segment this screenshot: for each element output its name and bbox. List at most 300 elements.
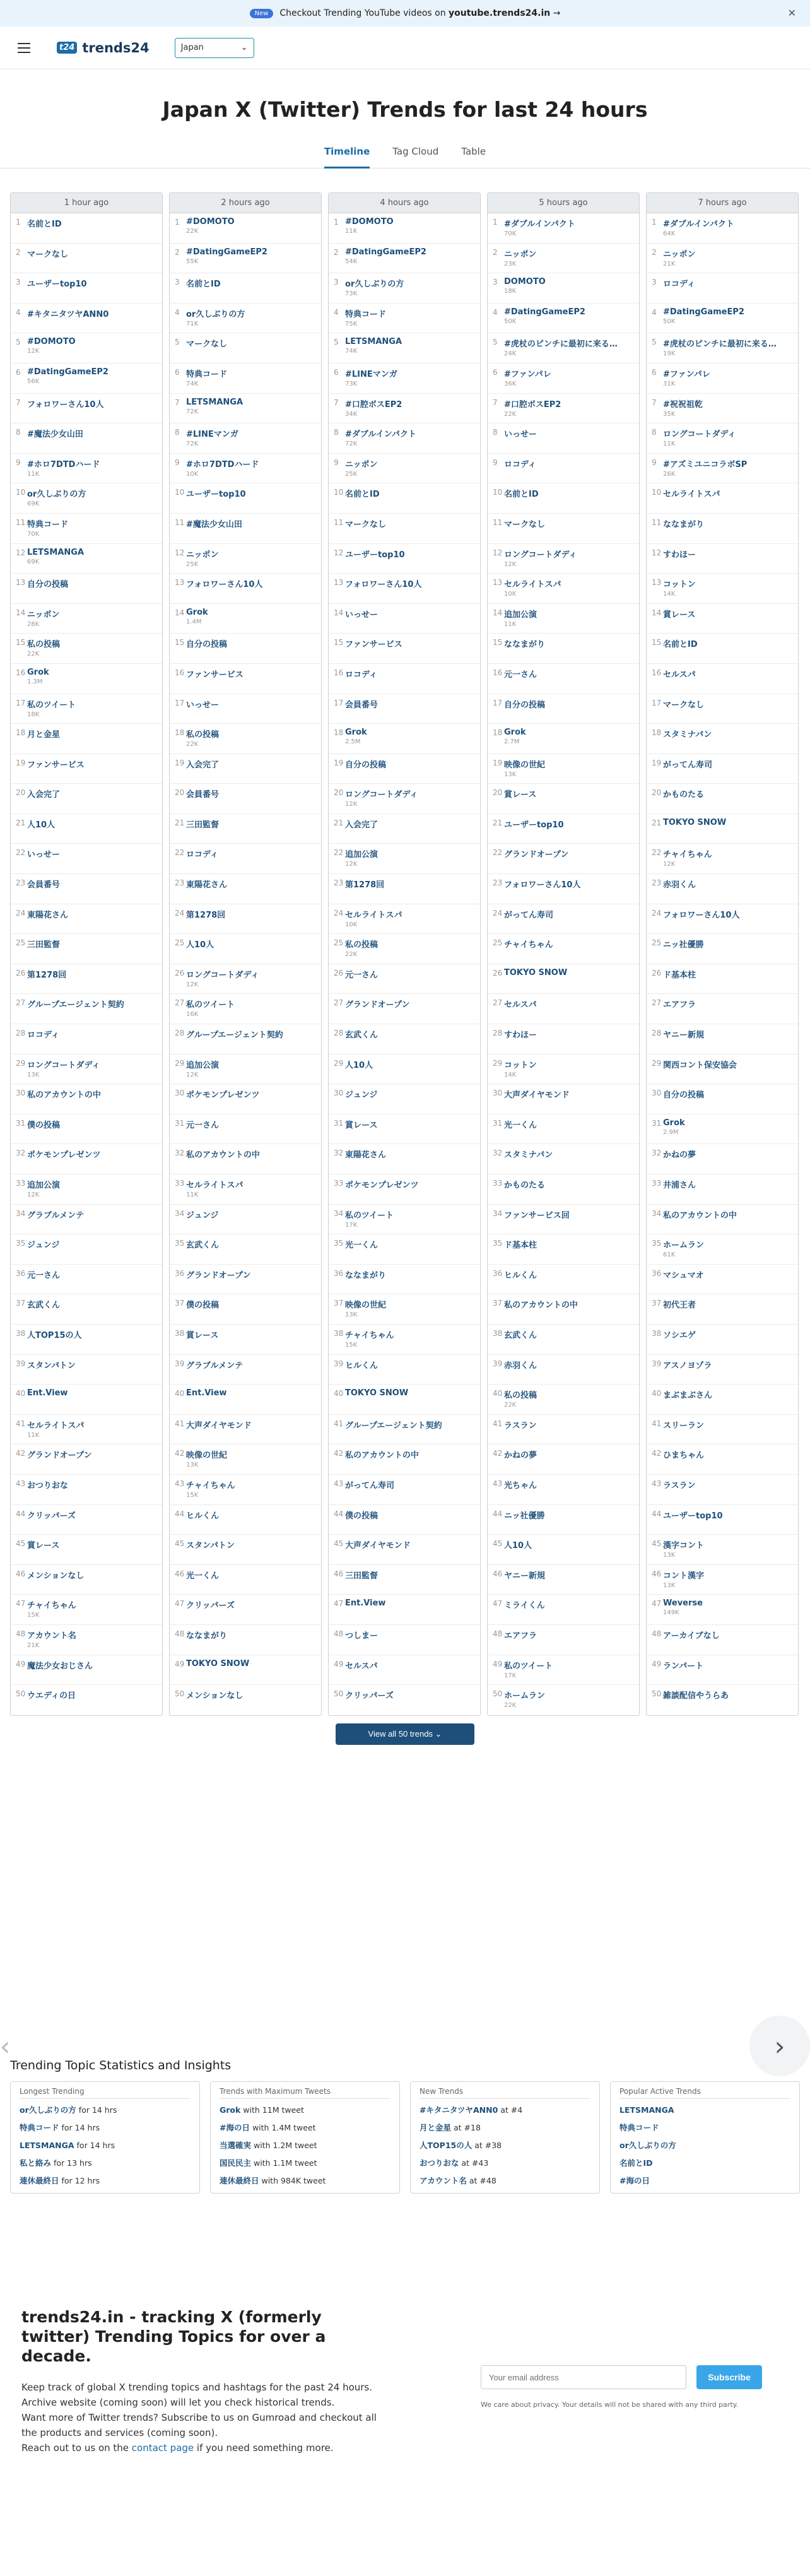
trend-item[interactable] [488,1325,639,1355]
close-icon[interactable]: ✕ [787,7,796,19]
trend-link[interactable]: セルスパ [345,1661,378,1671]
trend-item[interactable] [170,874,321,904]
trend-link[interactable]: #口腔ボスEP2 [504,399,561,410]
trend-item[interactable] [647,273,798,304]
trend-item[interactable] [329,1505,480,1535]
trend-link[interactable]: 追加公演 [345,850,379,860]
trend-item[interactable] [11,454,162,484]
trend-link[interactable]: チャイちゃん [663,850,712,860]
trend-link[interactable]: クリッパーズ [27,1511,76,1521]
trend-item[interactable] [488,1415,639,1445]
trend-link[interactable]: #虎杖のピンチに最初に来る… [504,340,618,350]
trend-link[interactable]: Ent.View [345,1598,386,1609]
trend-item[interactable] [11,1325,162,1355]
trend-link[interactable]: #DatingGameEP2 [663,307,744,317]
trend-link[interactable]: ロコディ [663,280,695,290]
trend-item[interactable] [488,604,639,634]
trend-item[interactable] [488,423,639,454]
trend-link[interactable]: すわほー [663,550,696,560]
stat-trend-link[interactable]: or久しぶりの方 [619,2141,676,2150]
tab-table[interactable]: Table [461,146,486,157]
trend-item[interactable] [170,1234,321,1265]
trend-item[interactable] [329,1535,480,1565]
trend-link[interactable]: 光一くん [345,1241,379,1251]
trend-link[interactable]: いっせー [345,610,379,620]
trend-item[interactable] [329,544,480,574]
trend-item[interactable] [329,1625,480,1655]
trend-item[interactable] [170,1565,321,1595]
trend-item[interactable] [170,1505,321,1535]
trend-item[interactable] [170,1655,321,1686]
trend-link[interactable]: セルスパ [663,670,696,680]
trend-link[interactable]: エアフラ [663,1000,696,1010]
tab-tag-cloud[interactable]: Tag Cloud [392,146,439,157]
stat-trend-link[interactable]: 特典コード [619,2123,659,2132]
trend-item[interactable] [170,574,321,604]
stat-trend-link[interactable]: 名前とID [619,2158,653,2168]
trend-link[interactable]: おつりおな [27,1480,68,1491]
trend-link[interactable]: 自分の投稿 [27,580,69,590]
trend-item[interactable] [647,904,798,935]
trend-link[interactable]: ミライくん [504,1601,545,1611]
trend-item[interactable] [170,1144,321,1174]
trend-item[interactable] [11,304,162,334]
trend-item[interactable] [11,1595,162,1625]
trend-item[interactable] [329,874,480,904]
trend-link[interactable]: 元一さん [504,670,537,680]
trend-item[interactable] [647,1355,798,1385]
trend-link[interactable]: クリッパーズ [186,1601,235,1611]
trend-item[interactable] [488,964,639,995]
trend-link[interactable]: #虎杖のピンチに最初に来る… [663,340,777,350]
trend-item[interactable] [11,1475,162,1505]
trend-link[interactable]: #アズミユニコラボSP [663,459,748,470]
trend-link[interactable]: ロングコートダディ [345,790,418,800]
trend-link[interactable]: 私のツイート [345,1210,394,1220]
trend-link[interactable]: セルライトスパ [345,910,402,920]
trend-item[interactable] [647,304,798,334]
trend-link[interactable]: グラブルメンテ [186,1361,244,1371]
trend-link[interactable]: 私のツイート [186,1000,235,1010]
trend-link[interactable]: アーカイブなし [663,1631,720,1641]
trend-item[interactable] [170,814,321,844]
trend-link[interactable]: 映像の世紀 [504,760,546,770]
trend-link[interactable]: 名前とID [345,490,380,500]
trend-item[interactable] [488,1655,639,1686]
trend-link[interactable]: 玄武くん [186,1241,220,1251]
trend-item[interactable] [647,754,798,784]
trend-item[interactable] [647,1265,798,1295]
trend-item[interactable] [170,1055,321,1085]
trend-item[interactable] [488,1535,639,1565]
trend-link[interactable]: 自分の投稿 [345,760,387,770]
trend-link[interactable]: ヒルくん [504,1270,537,1280]
trend-item[interactable] [11,814,162,844]
stat-trend-link[interactable]: or久しぶりの方 [20,2105,76,2115]
trend-item[interactable] [329,664,480,694]
trend-item[interactable] [647,1595,798,1625]
trend-item[interactable] [488,544,639,574]
trend-link[interactable]: グループエージェント契約 [186,1031,283,1041]
stat-trend-link[interactable]: #キタニタツヤANN0 [420,2105,498,2115]
trend-link[interactable]: ななまがり [504,640,546,650]
trend-item[interactable] [170,514,321,544]
trend-item[interactable] [11,363,162,394]
trend-item[interactable] [329,1655,480,1686]
country-select[interactable] [175,38,254,58]
trend-item[interactable] [11,844,162,874]
trend-item[interactable] [329,574,480,604]
menu-icon[interactable] [18,43,30,53]
trend-link[interactable]: ユーザーtop10 [27,280,87,290]
trend-item[interactable] [329,394,480,424]
trend-item[interactable] [329,363,480,394]
trend-link[interactable]: #ダブルインパクト [345,430,416,440]
trend-link[interactable]: アスノヨゾラ [663,1361,712,1371]
trend-link[interactable]: ホームラン [504,1691,546,1701]
trend-item[interactable] [647,1024,798,1055]
trend-link[interactable]: ロングコートダディ [663,430,736,440]
stat-trend-link[interactable]: 特典コード [20,2123,59,2132]
trend-link[interactable]: #DatingGameEP2 [345,247,426,257]
trend-item[interactable] [170,394,321,424]
trend-item[interactable] [488,664,639,694]
trend-link[interactable]: グランドオープン [186,1270,251,1280]
trend-item[interactable] [647,724,798,754]
trend-link[interactable]: ウエディの日 [27,1691,76,1701]
trend-link[interactable]: 光ちゃん [504,1480,537,1491]
trend-link[interactable]: いっせー [186,700,220,710]
trend-link[interactable]: マークなし [663,700,705,710]
trend-link[interactable]: 人10人 [186,940,214,950]
trend-link[interactable]: スタンパトン [27,1361,76,1371]
trend-item[interactable] [170,333,321,363]
stat-trend-link[interactable]: 国民民主 [220,2158,252,2168]
chevron-right-icon[interactable]: › [749,2016,810,2076]
trend-item[interactable] [329,934,480,964]
trend-link[interactable]: マークなし [186,340,228,350]
trend-link[interactable]: TOKYO SNOW [186,1658,250,1669]
trend-item[interactable] [329,423,480,454]
trend-item[interactable] [647,814,798,844]
trend-link[interactable]: ド基本柱 [504,1241,537,1251]
trend-link[interactable]: ロコディ [504,459,536,470]
trend-item[interactable] [647,1325,798,1355]
trend-link[interactable]: 光一くん [504,1120,537,1130]
trend-item[interactable] [329,1595,480,1625]
trend-item[interactable] [329,1144,480,1174]
trend-item[interactable] [647,1205,798,1235]
trend-link[interactable]: #ダブルインパクト [663,220,734,229]
trend-item[interactable] [11,544,162,574]
trend-item[interactable] [11,634,162,664]
trend-item[interactable] [329,213,480,244]
trend-item[interactable] [11,1205,162,1235]
trend-item[interactable] [488,394,639,424]
trend-item[interactable] [170,1385,321,1415]
trend-item[interactable] [647,604,798,634]
trend-link[interactable]: つしまー [345,1631,379,1641]
trend-link[interactable]: 第1278回 [27,970,67,980]
logo-text[interactable]: trends24 [82,40,150,56]
trend-item[interactable] [170,904,321,935]
trend-item[interactable] [170,363,321,394]
trend-item[interactable] [647,423,798,454]
trend-link[interactable]: 人TOP15の人 [27,1330,82,1340]
trend-link[interactable]: 東陽花さん [27,910,69,920]
trend-link[interactable]: マークなし [345,519,387,529]
trend-item[interactable] [11,604,162,634]
trend-link[interactable]: ロコディ [186,850,218,860]
trend-item[interactable] [488,1174,639,1205]
trend-item[interactable] [11,1144,162,1174]
trend-link[interactable]: 追加公演 [186,1060,220,1070]
trend-link[interactable]: チャイちゃん [186,1480,235,1491]
trend-link[interactable]: チャイちゃん [345,1330,394,1340]
trend-item[interactable] [488,1445,639,1475]
trend-item[interactable] [11,423,162,454]
trend-link[interactable]: ニッ社優勝 [663,940,704,950]
trend-item[interactable] [170,1294,321,1325]
trend-item[interactable] [11,1294,162,1325]
trend-item[interactable] [11,333,162,363]
trend-item[interactable] [329,724,480,754]
trend-link[interactable]: #ダブルインパクト [504,220,575,229]
trend-link[interactable]: 自分の投稿 [663,1090,705,1101]
trend-link[interactable]: 大声ダイヤモンド [345,1541,411,1551]
trend-item[interactable] [329,1294,480,1325]
contact-link[interactable]: contact page [131,2442,194,2454]
trend-link[interactable]: 特典コード [345,309,387,319]
trend-item[interactable] [170,1445,321,1475]
trend-item[interactable] [170,694,321,724]
trend-link[interactable]: ファンサービス回 [504,1210,570,1220]
trend-item[interactable] [647,244,798,274]
banner-text[interactable]: Checkout Trending YouTube videos on youtube.trends24.in → [279,8,561,18]
trend-item[interactable] [647,1144,798,1174]
trend-link[interactable]: #LINEマンガ [345,369,397,379]
trend-link[interactable]: 私の投稿 [186,730,220,740]
trend-item[interactable] [329,273,480,304]
trend-item[interactable] [11,664,162,694]
trend-link[interactable]: ニッ社優勝 [504,1511,545,1521]
trend-link[interactable]: 会員番号 [186,790,220,800]
trend-link[interactable]: 会員番号 [345,700,379,710]
trend-link[interactable]: ニッポン [663,249,696,259]
trend-link[interactable]: 東陽花さん [186,880,228,890]
trend-link[interactable]: ニッポン [27,610,60,620]
trend-item[interactable] [488,244,639,274]
trend-link[interactable]: 僕の投稿 [27,1120,61,1130]
trend-link[interactable]: ポケモンプレゼンツ [27,1150,101,1161]
trend-link[interactable]: グランドオープン [504,850,569,860]
trend-link[interactable]: Ent.View [186,1388,227,1398]
trend-link[interactable]: or久しぶりの方 [186,309,245,319]
trend-item[interactable] [488,483,639,514]
trend-item[interactable] [647,394,798,424]
trend-link[interactable]: コント漢字 [663,1571,705,1581]
trend-item[interactable] [329,1565,480,1595]
trend-item[interactable] [488,574,639,604]
trend-item[interactable] [488,1355,639,1385]
trend-link[interactable]: ニッポン [186,550,219,560]
trend-item[interactable] [170,724,321,754]
trend-link[interactable]: エアフラ [504,1631,537,1641]
trend-link[interactable]: 入会完了 [27,790,61,800]
tab-timeline[interactable]: Timeline [324,143,370,168]
trend-item[interactable] [11,1535,162,1565]
trend-link[interactable]: ななまがり [345,1270,387,1280]
trend-link[interactable]: ロコディ [27,1031,59,1041]
trend-link[interactable]: 人10人 [345,1060,373,1070]
trend-item[interactable] [329,1415,480,1445]
trend-link[interactable]: Ent.View [27,1388,68,1398]
trend-link[interactable]: 私の投稿 [345,940,379,950]
trend-link[interactable]: #DOMOTO [345,217,394,227]
trend-item[interactable] [647,1625,798,1655]
trend-item[interactable] [647,213,798,244]
trend-item[interactable] [488,1265,639,1295]
trend-link[interactable]: がってん寿司 [663,760,713,770]
trend-link[interactable]: 人10人 [504,1541,532,1551]
trend-item[interactable] [329,754,480,784]
trend-link[interactable]: #LINEマンガ [186,430,238,440]
trend-link[interactable]: 会員番号 [27,880,61,890]
trend-item[interactable] [329,1325,480,1355]
trend-item[interactable] [329,694,480,724]
trend-link[interactable]: チャイちゃん [504,940,553,950]
trend-item[interactable] [329,1024,480,1055]
trend-link[interactable]: ニッポン [504,249,537,259]
trend-link[interactable]: ヤニー新規 [663,1031,705,1041]
trend-link[interactable]: 大声ダイヤモンド [504,1090,570,1101]
stat-trend-link[interactable]: LETSMANGA [619,2105,674,2115]
trend-item[interactable] [647,634,798,664]
stat-trend-link[interactable]: #海の日 [220,2123,250,2132]
trend-link[interactable]: 自分の投稿 [504,700,546,710]
trend-link[interactable]: グループエージェント契約 [345,1421,442,1431]
trend-link[interactable]: 玄武くん [345,1031,379,1041]
trend-link[interactable]: 賞レース [663,610,696,620]
trend-link[interactable]: 東陽花さん [345,1150,387,1161]
trend-item[interactable] [488,363,639,394]
trend-item[interactable] [647,1234,798,1265]
trend-item[interactable] [329,1265,480,1295]
trend-link[interactable]: 第1278回 [345,880,385,890]
trend-item[interactable] [170,1114,321,1145]
trend-item[interactable] [329,1084,480,1114]
trend-item[interactable] [11,1655,162,1686]
trend-link[interactable]: セルライトスパ [27,1421,85,1431]
trend-link[interactable]: セルスパ [504,1000,537,1010]
trend-link[interactable]: ヤニー新規 [504,1571,546,1581]
trend-link[interactable]: 私のツイート [27,700,76,710]
trend-link[interactable]: 三田監督 [345,1571,379,1581]
trend-item[interactable] [11,1114,162,1145]
trend-item[interactable] [11,244,162,274]
trend-item[interactable] [488,1055,639,1085]
trend-item[interactable] [170,1265,321,1295]
trend-item[interactable] [11,1265,162,1295]
trend-item[interactable] [647,1655,798,1686]
trend-item[interactable] [170,244,321,274]
trend-link[interactable]: Grok [345,728,367,738]
trend-link[interactable]: かものたる [504,1181,546,1190]
trend-link[interactable]: 魔法少女おじさん [27,1661,93,1671]
trend-item[interactable] [170,1325,321,1355]
stat-trend-link[interactable]: 連休最終日 [220,2176,259,2185]
trend-link[interactable]: アカウント名 [27,1631,76,1641]
trend-item[interactable] [488,304,639,334]
trend-link[interactable]: 賞レース [27,1541,60,1551]
trend-link[interactable]: LETSMANGA [345,337,402,347]
trend-item[interactable] [170,1685,321,1715]
trend-item[interactable] [170,994,321,1024]
trend-item[interactable] [329,784,480,814]
trend-item[interactable] [647,483,798,514]
trend-item[interactable] [170,604,321,634]
trend-item[interactable] [329,1445,480,1475]
trend-item[interactable] [647,874,798,904]
trend-item[interactable] [488,1084,639,1114]
trend-link[interactable]: 私の投稿 [504,1391,537,1401]
trend-item[interactable] [488,784,639,814]
trend-item[interactable] [11,1505,162,1535]
trend-item[interactable] [647,784,798,814]
trend-link[interactable]: 初代王者 [663,1301,696,1311]
trend-item[interactable] [11,1385,162,1415]
trend-item[interactable] [647,844,798,874]
trend-link[interactable]: #DatingGameEP2 [504,307,585,317]
trend-item[interactable] [11,574,162,604]
trend-item[interactable] [488,1234,639,1265]
trend-link[interactable]: ラスラン [504,1421,537,1431]
trend-link[interactable]: 入会完了 [345,820,379,830]
trend-item[interactable] [647,1174,798,1205]
trend-item[interactable] [170,964,321,995]
trend-link[interactable]: フォロワーさん10人 [345,580,422,590]
trend-item[interactable] [647,1385,798,1415]
trend-item[interactable] [647,1415,798,1445]
trend-link[interactable]: かものたる [663,790,705,800]
trend-link[interactable]: #ホロ7DTDハード [186,459,259,470]
trend-link[interactable]: マシュマオ [663,1270,704,1280]
trend-link[interactable]: ニッポン [345,459,378,470]
trend-link[interactable]: #DOMOTO [27,337,76,347]
trend-item[interactable] [329,1174,480,1205]
trend-item[interactable] [329,483,480,514]
trend-link[interactable]: 元一さん [345,970,379,980]
trend-link[interactable]: がってん寿司 [345,1480,395,1491]
trend-link[interactable]: #ファンパレ [504,369,551,379]
trend-item[interactable] [488,1595,639,1625]
trend-item[interactable] [170,1415,321,1445]
trend-item[interactable] [488,1024,639,1055]
stat-trend-link[interactable]: 当選確実 [220,2141,252,2150]
trend-item[interactable] [170,1174,321,1205]
trend-link[interactable]: #ファンパレ [663,369,710,379]
trend-item[interactable] [11,1174,162,1205]
trend-item[interactable] [488,1205,639,1235]
trend-item[interactable] [488,1385,639,1415]
trend-item[interactable] [170,1024,321,1055]
trend-item[interactable] [11,1024,162,1055]
trend-link[interactable]: ロングコートダディ [27,1060,100,1070]
trend-item[interactable] [329,1055,480,1085]
subscribe-button[interactable]: Subscribe [696,2365,762,2389]
trend-link[interactable]: Grok [27,667,49,677]
trend-link[interactable]: 光一くん [186,1571,220,1581]
